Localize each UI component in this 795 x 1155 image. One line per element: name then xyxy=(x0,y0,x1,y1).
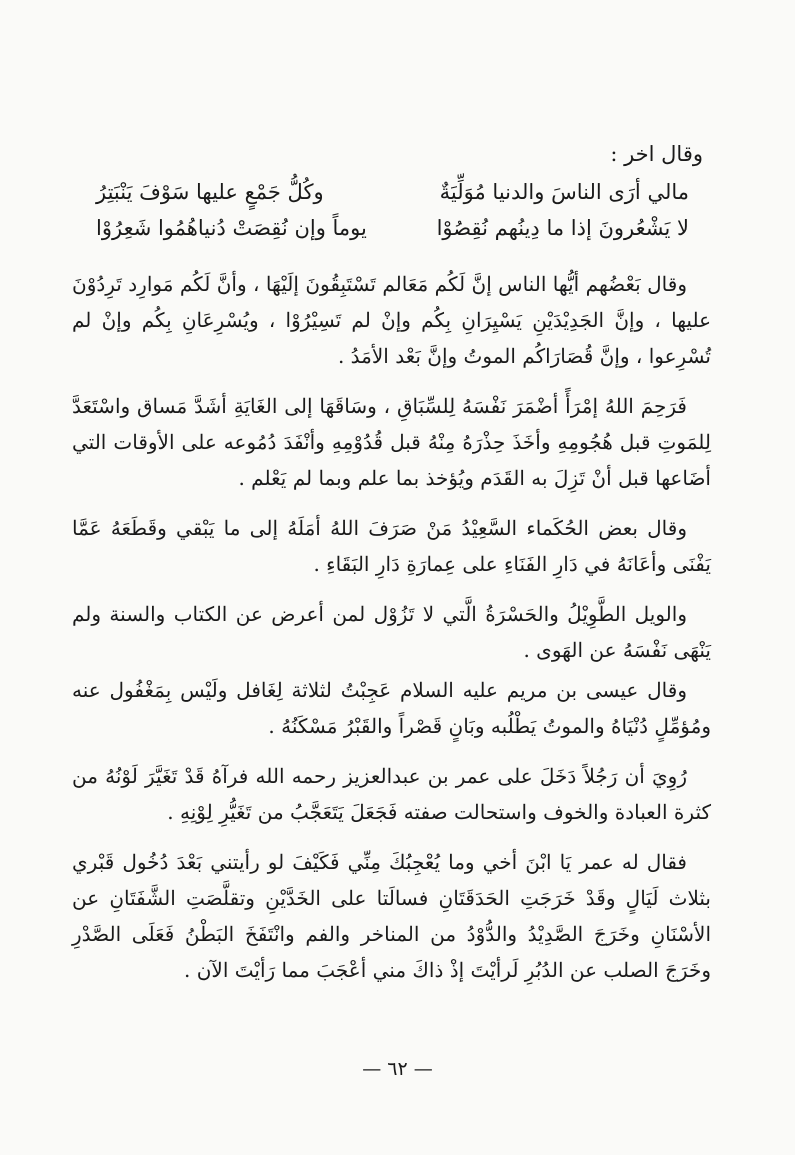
poem-verse-1 xyxy=(96,174,689,210)
verse-1-second-hemistich: وكُلُّ جَمْعٍ عليها سَوْفَ يَنْبَتِرُ xyxy=(96,180,324,204)
paragraph-2: فَرَحِمَ اللهُ إمْرَأً أضْمَرَ نَفْسَهُ لِلسِّبَاقِ ، وسَاقَهَا إلى الغَايَةِ أشَدَّ مَساق واسْتَعَدَّ لِلمَوتِ قبل هُجُومِهِ وأخَذَ حِذْرَهُ مِنْهُ قبل قُدُوْمِهِ وأنْفَدَ دُمُوعه على الأوقات التي أضَاعها قبل أنْ تَزِلَ به القَدَم ويُؤخذ بما علم وبما لم يَعْلم . xyxy=(72,394,711,490)
poem-verse-2 xyxy=(96,210,689,246)
paragraph-1: وقال بَعْضُهم أيُّها الناس إنَّ لَكُم مَعَالم تَسْتَبِقُونَ إلَيْهَا ، وأنَّ لَكُم مَوارِد تَرِدُوْنَ عليها ، وإنَّ الجَدِيْدَيْنِ يَسْيِرَانِ بِكُم وإنْ لم تَسِيْرُوْا ، ويُسْرِعَانِ بِكُم وإنْ لم تُسْرِعوا ، وإنَّ قُصَارَاكُم الموتُ وإنَّ بَعْد الأمَدُ . xyxy=(72,272,711,368)
poem-heading: وقال اخر : xyxy=(610,142,703,166)
paragraph-5: وقال عيسى بن مريم عليه السلام عَجِبْتُ لثلاثة لِغَافل ولَيْس بِمَغْفُول عنه ومُؤمِّلٍ دُنْيَاهُ والموتُ يَطْلُبه وبَانٍ قَصْراً والقَبْرُ مَسْكَنُهُ . xyxy=(72,678,711,738)
paragraph-3: وقال بعض الحُكَماء السَّعِيْدُ مَنْ صَرَفَ اللهُ أمَلَهُ إلى ما يَبْقي وقَطَعَهُ عَمَّا يَفْنَى وأعَانَهُ في دَارِ الفَنَاءِ على عِمارَةِ دَارِ البَقَاءِ . xyxy=(72,516,711,576)
paragraph-6: رُوِيَ أن رَجُلاً دَخَلَ على عمر بن عبدالعزيز رحمه الله فرآهُ قَدْ تَغَيَّرَ لَوْنُهُ من كثرة العبادة والخوف واستحالت صفته فَجَعَلَ يَتَعَجَّبُ من تَغَيُّرِ لِوْنِهِ . xyxy=(72,764,711,824)
page-body xyxy=(72,136,711,988)
paragraph-7: فقال له عمر يَا ابْنَ أخي وما يُعْجِبُكَ مِنِّي فَكَيْفَ لو رأيتني بَعْدَ دُخُول قَبْري بثلاث لَيَالٍ وقَدْ خَرَجَتِ الحَدَقَتَانِ فسالَتا على الخَدَّيْنِ وتقلَّصَتِ الشَّفَتَانِ عن الأسْنَانِ وخَرَجَ الصَّدِيْدُ والدُّوْدُ من المناخر والفم وانْتَفَخَ البَطْنُ فَعَلَى الصَّدْرِ وخَرَجَ الصلب عن الدُبُرِ لَرأيْتَ إذْ ذاكَ مني أعْجَبَ مما رَأيْتَ الآن . xyxy=(72,850,711,982)
verse-2-first-hemistich: لا يَشْعُرونَ إذا ما دِينُهم نُقِصُوْا xyxy=(436,216,689,240)
page-number: — ٦٢ — xyxy=(362,1058,433,1080)
paragraph-4: والويل الطَّوِيْلُ والحَسْرَةُ الَّتي لا تَزُوْل لمن أعرض عن الكتاب والسنة ولم يَنْهَى نَفْسَهُ عن الهَوى . xyxy=(72,602,711,662)
verse-1-first-hemistich: مالي أرَى الناسَ والدنيا مُوَلِّيَةٌ xyxy=(439,180,689,204)
verse-2-second-hemistich: يوماً وإن نُقِصَتْ دُنياهُمُوا شَعِرُوْا xyxy=(96,216,367,240)
